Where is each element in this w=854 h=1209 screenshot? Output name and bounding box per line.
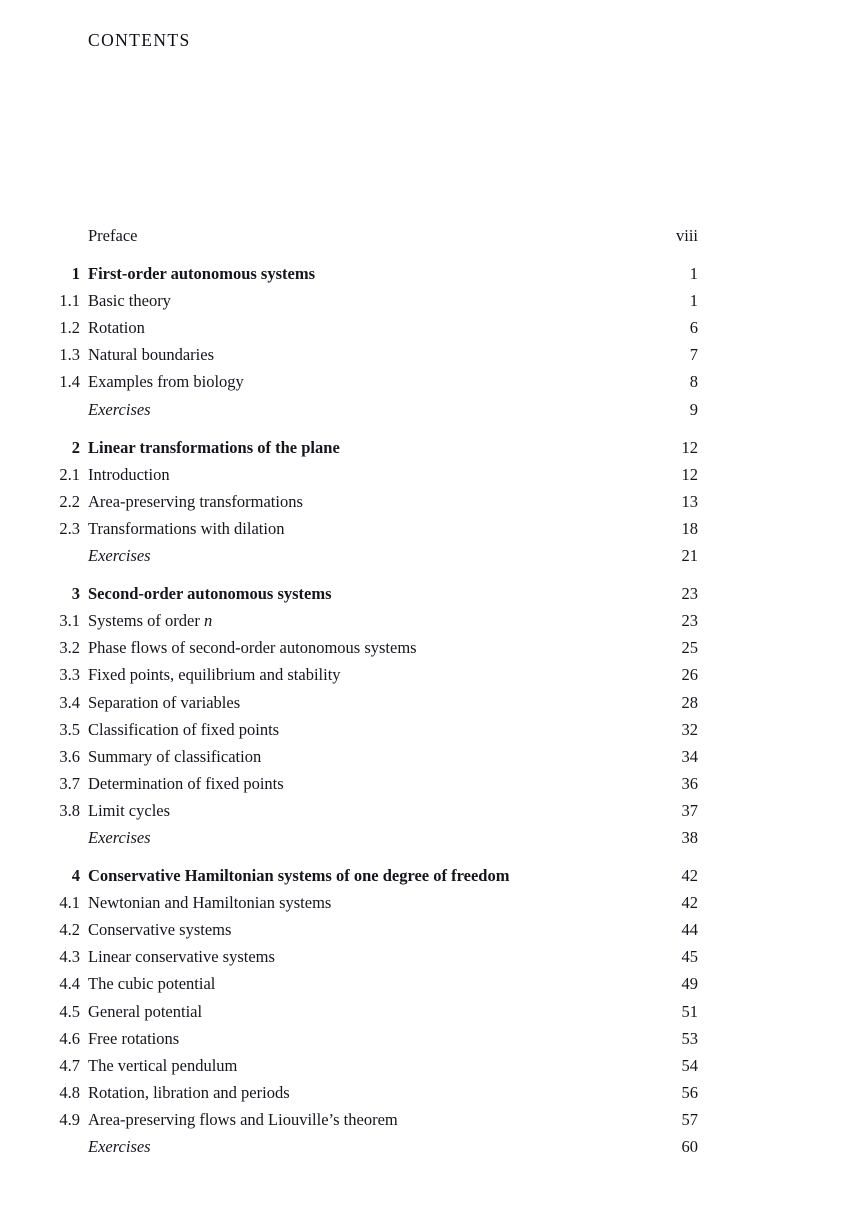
toc-entry-label: Exercises	[88, 399, 151, 419]
toc-entry-page: 45	[681, 947, 698, 967]
toc-entry-page: 12	[681, 464, 698, 484]
toc-entry[interactable]	[0, 828, 854, 855]
toc-entry-page: 44	[681, 920, 698, 940]
toc-entry-number: 3.7	[59, 773, 80, 793]
toc-entry-page: 42	[681, 866, 698, 886]
toc-entry-label: Linear conservative systems	[88, 947, 275, 967]
toc-entry-number: 1.4	[59, 372, 80, 392]
toc-entry-page: 26	[681, 665, 698, 685]
toc-entry-number: 3.8	[59, 800, 80, 820]
toc-entry-page: 12	[681, 437, 698, 457]
table-of-contents	[0, 226, 854, 1164]
toc-entry-label: Linear transformations of the plane	[88, 437, 340, 457]
toc-entry-page: 6	[689, 318, 698, 338]
toc-entry-label: Conservative Hamiltonian systems of one degree of freedom	[88, 866, 510, 886]
toc-entry-page: 37	[681, 800, 698, 820]
toc-entry[interactable]	[0, 893, 854, 920]
toc-entry-number: 4.9	[59, 1109, 80, 1129]
toc-entry-number: 1.2	[59, 318, 80, 338]
toc-entry-number: 2.2	[59, 491, 80, 511]
toc-entry-label: The vertical pendulum	[88, 1055, 238, 1075]
toc-entry-label: Limit cycles	[88, 800, 171, 820]
toc-entry-page: 36	[681, 773, 698, 793]
toc-entry-page: viii	[675, 226, 698, 245]
toc-entry-page: 53	[681, 1028, 698, 1048]
toc-entry-label: First-order autonomous systems	[88, 264, 316, 284]
toc-entry-label: Area-preserving transformations	[88, 491, 303, 511]
toc-entry[interactable]	[0, 1056, 854, 1083]
toc-entry-label: Determination of fixed points	[88, 773, 284, 793]
toc-entry[interactable]	[0, 226, 854, 253]
toc-entry-page: 60	[681, 1137, 698, 1156]
toc-entry-page: 57	[681, 1109, 698, 1129]
toc-entry-page: 28	[681, 692, 698, 712]
toc-entry[interactable]	[0, 638, 854, 665]
toc-entry[interactable]	[0, 693, 854, 720]
toc-entry-label: Examples from biology	[88, 372, 244, 392]
toc-entry-label: Fixed points, equilibrium and stability	[88, 665, 341, 685]
toc-entry[interactable]	[0, 974, 854, 1001]
toc-entry-label: Rotation	[88, 318, 145, 338]
toc-entry-number: 2.3	[59, 518, 80, 538]
toc-entry-page: 7	[689, 345, 698, 365]
toc-entry-number: 2	[71, 437, 80, 457]
toc-entry-label: Separation of variables	[88, 692, 241, 712]
toc-entry[interactable]	[0, 519, 854, 546]
toc-entry-page: 32	[681, 719, 698, 739]
toc-entry-number: 4.6	[59, 1028, 80, 1048]
toc-entry-page: 38	[681, 827, 698, 847]
toc-entry-label: Exercises	[88, 827, 151, 847]
toc-entry-label: Basic theory	[88, 291, 171, 311]
toc-entry-label: Exercises	[88, 1137, 151, 1156]
toc-entry-page: 34	[681, 746, 698, 766]
toc-entry[interactable]	[0, 438, 854, 465]
toc-entry-number: 4.8	[59, 1082, 80, 1102]
toc-entry-page: 23	[681, 584, 698, 604]
toc-entry[interactable]	[0, 801, 854, 828]
toc-entry-number: 3.6	[59, 746, 80, 766]
toc-entry[interactable]	[0, 345, 854, 372]
toc-entry-label: Systems of order n	[88, 611, 213, 631]
toc-entry-number: 1.3	[59, 345, 80, 365]
toc-entry-number: 4.2	[59, 920, 80, 940]
toc-entry[interactable]	[0, 372, 854, 399]
toc-entry[interactable]	[0, 546, 854, 573]
toc-entry[interactable]	[0, 492, 854, 519]
toc-entry-page: 21	[681, 546, 698, 566]
toc-entry[interactable]	[0, 774, 854, 801]
toc-entry-label: Classification of fixed points	[88, 719, 280, 739]
toc-entry[interactable]	[0, 947, 854, 974]
toc-entry[interactable]	[0, 264, 854, 291]
toc-entry[interactable]	[0, 1110, 854, 1137]
toc-entry-label: Summary of classification	[88, 746, 262, 766]
toc-entry-page: 25	[681, 638, 698, 658]
toc-entry[interactable]	[0, 400, 854, 427]
toc-entry-number: 2.1	[59, 464, 80, 484]
toc-entry-label: Second-order autonomous systems	[88, 584, 332, 604]
toc-entry[interactable]	[0, 318, 854, 345]
toc-entry-page: 56	[681, 1082, 698, 1102]
toc-entry[interactable]	[0, 1002, 854, 1029]
toc-entry-label: Phase flows of second-order autonomous systems	[88, 638, 417, 658]
toc-entry-page: 49	[681, 974, 698, 994]
toc-entry[interactable]	[0, 720, 854, 747]
toc-entry-number: 3.3	[59, 665, 80, 685]
toc-entry[interactable]	[0, 611, 854, 638]
toc-entry-number: 1.1	[59, 291, 80, 311]
toc-entry[interactable]	[0, 920, 854, 947]
toc-entry-label: Natural boundaries	[88, 345, 214, 365]
toc-entry[interactable]	[0, 584, 854, 611]
toc-entry-number: 4.4	[59, 974, 80, 994]
toc-entry-number: 3.1	[59, 611, 80, 631]
toc-entry-number: 4.1	[59, 893, 80, 913]
toc-entry[interactable]	[0, 1083, 854, 1110]
toc-entry-page: 54	[681, 1055, 698, 1075]
toc-entry-page: 9	[689, 399, 698, 419]
toc-entry[interactable]	[0, 866, 854, 893]
toc-entry-number: 1	[71, 264, 80, 284]
toc-entry-page: 13	[681, 491, 698, 511]
toc-entry-number: 4.5	[59, 1001, 80, 1021]
toc-entry-page: 1	[689, 264, 698, 284]
toc-entry[interactable]	[0, 1029, 854, 1056]
toc-entry[interactable]	[0, 465, 854, 492]
toc-entry-label: Conservative systems	[88, 920, 232, 940]
toc-entry-page: 51	[681, 1001, 698, 1021]
toc-entry-number: 3.4	[59, 692, 80, 712]
toc-entry-label: Transformations with dilation	[88, 518, 285, 538]
toc-entry-label: Rotation, libration and periods	[88, 1082, 290, 1102]
toc-entry-page: 23	[681, 611, 698, 631]
toc-entry-number: 4	[71, 866, 80, 886]
toc-entry-number: 3.2	[59, 638, 80, 658]
toc-entry-label: The cubic potential	[88, 974, 216, 994]
toc-entry-page: 18	[681, 518, 698, 538]
toc-entry-label: Introduction	[88, 464, 170, 484]
toc-entry[interactable]	[0, 747, 854, 774]
toc-entry[interactable]	[0, 1137, 854, 1164]
toc-entry-number: 3.5	[59, 719, 80, 739]
toc-entry-number: 4.3	[59, 947, 80, 967]
toc-entry-label: Newtonian and Hamiltonian systems	[88, 893, 332, 913]
toc-entry-page: 8	[689, 372, 698, 392]
toc-entry[interactable]	[0, 291, 854, 318]
toc-entry-label: General potential	[88, 1001, 203, 1021]
toc-entry-number: 4.7	[59, 1055, 80, 1075]
page-title: CONTENTS	[88, 30, 191, 50]
toc-entry-label: Exercises	[88, 546, 151, 566]
toc-entry-label: Area-preserving flows and Liouville’s theorem	[88, 1109, 398, 1129]
toc-entry-page: 1	[689, 291, 698, 311]
toc-entry-label: Preface	[88, 226, 138, 245]
toc-entry-number: 3	[71, 584, 80, 604]
toc-entry-label: Free rotations	[88, 1028, 180, 1048]
toc-entry-page: 42	[681, 893, 698, 913]
toc-entry[interactable]	[0, 665, 854, 692]
